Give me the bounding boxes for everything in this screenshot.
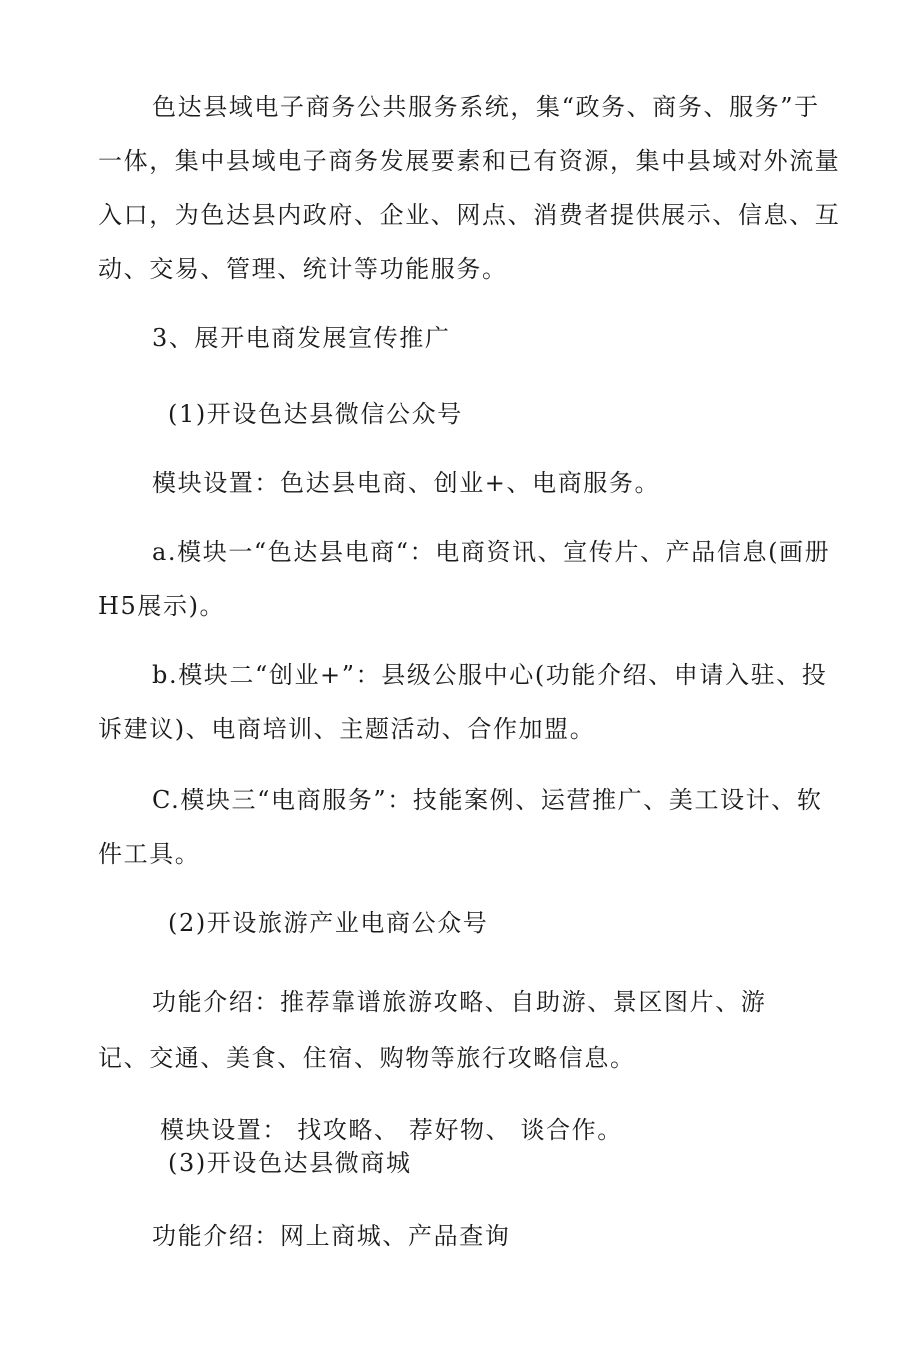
paragraph-line: a.模块一“色达县电商“：电商资讯、宣传片、产品信息(画册 — [152, 538, 831, 566]
paragraph-line: 功能介绍：网上商城、产品查询 — [152, 1222, 511, 1250]
paragraph-line: 动、交易、管理、统计等功能服务。 — [98, 255, 508, 283]
paragraph-line: 诉建议)、电商培训、主题活动、合作加盟。 — [98, 715, 596, 743]
subsection-heading: (3)开设色达县微商城 — [168, 1149, 412, 1177]
paragraph-line: 件工具。 — [98, 840, 201, 868]
paragraph-line: 色达县域电子商务公共服务系统，集“政务、商务、服务”于 — [152, 93, 820, 121]
paragraph-line: H5展示)。 — [98, 592, 226, 620]
paragraph-line: 一体，集中县域电子商务发展要素和已有资源，集中县域对外流量 — [98, 147, 841, 175]
paragraph-line: 入口，为色达县内政府、企业、网点、消费者提供展示、信息、互 — [98, 201, 841, 229]
paragraph-line: 功能介绍：推荐靠谱旅游攻略、自助游、景区图片、游 — [152, 988, 767, 1016]
paragraph-line: 模块设置： 找攻略、 荐好物、 谈合作。 — [160, 1116, 623, 1144]
subsection-heading: (1)开设色达县微信公众号 — [168, 400, 463, 428]
subsection-heading: (2)开设旅游产业电商公众号 — [168, 909, 489, 937]
paragraph-line: b.模块二“创业+”：县级公服中心(功能介绍、申请入驻、投 — [152, 661, 828, 689]
paragraph-line: 模块设置：色达县电商、创业+、电商服务。 — [152, 469, 661, 497]
section-heading: 3、展开电商发展宣传推广 — [152, 324, 451, 352]
paragraph-line: 记、交通、美食、住宿、购物等旅行攻略信息。 — [98, 1044, 636, 1072]
paragraph-line: C.模块三“电商服务”：技能案例、运营推广、美工设计、软 — [152, 786, 823, 814]
